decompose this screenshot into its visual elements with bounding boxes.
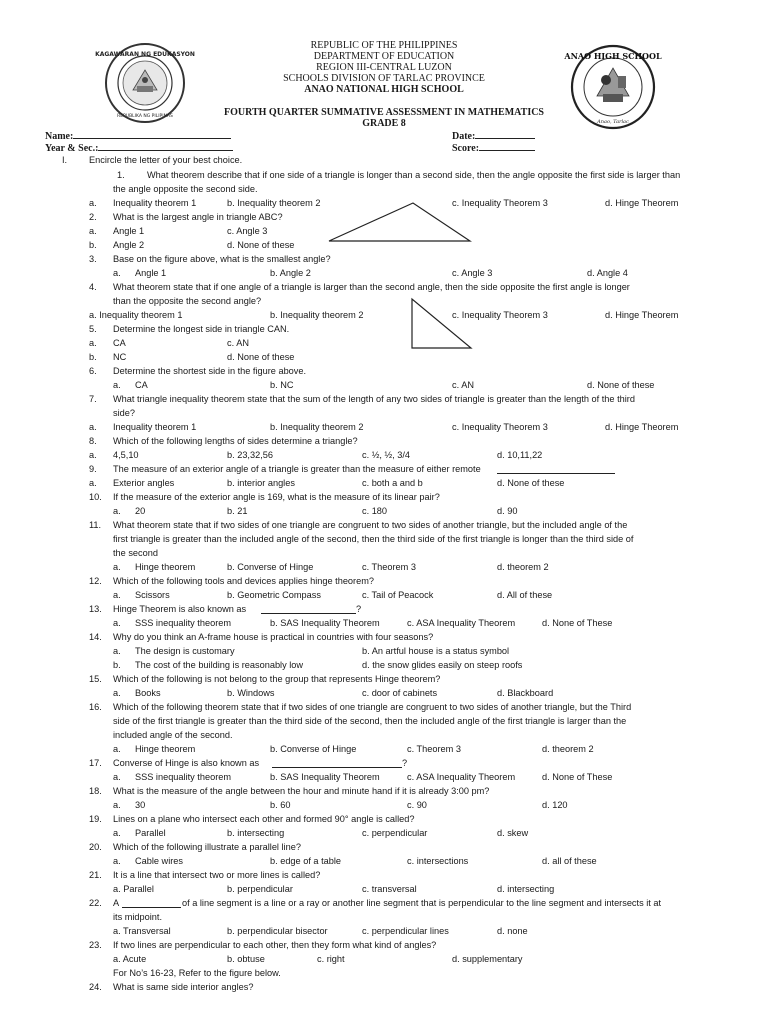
score-blank[interactable] (479, 141, 535, 151)
item-label: 19. (89, 814, 102, 824)
item-label: 10. (89, 492, 102, 502)
choice-option[interactable]: b. perpendicular bisector (227, 926, 328, 936)
question-text: What theorem describe that if one side of a triangle is longer than a second side, then the angle opposite the first side is larger than (147, 170, 681, 180)
question-text: Which of the following illustrate a parallel line? (113, 842, 301, 852)
question-text: Determine the longest side in triangle CAN. (113, 324, 290, 334)
choice-option[interactable]: d. None of these (497, 478, 565, 488)
question-text: What theorem state that if one angle of a triangle is larger than the second angle, then the side opposite the first angle is longer (113, 282, 630, 292)
header-line-1: REPUBLIC OF THE PHILIPPINES (310, 40, 458, 51)
choice-option[interactable]: b. 60 (270, 800, 291, 810)
item-label: 6. (89, 366, 97, 376)
choice-option[interactable]: c. Inequality Theorem 3 (452, 310, 548, 320)
choice-option[interactable]: b. Geometric Compass (227, 590, 321, 600)
header-line-3: REGION III-CENTRAL LUZON (316, 62, 452, 73)
question-text: Which of the following is not belong to the group that represents Hinge theorem? (113, 674, 441, 684)
choice-option[interactable]: Cable wires (135, 856, 183, 866)
header-line-2: DEPARTMENT OF EDUCATION (313, 51, 455, 62)
item-label: 22. (89, 898, 102, 908)
choice-option[interactable]: Hinge theorem (135, 744, 196, 754)
choice-option[interactable]: b. Inequality theorem 2 (270, 310, 364, 320)
item-label: 23. (89, 940, 102, 950)
choice-option[interactable]: c. 90 (407, 800, 427, 810)
item-label: 1. (117, 170, 125, 180)
question-text: Converse of Hinge is also known as (113, 758, 260, 768)
choice-option[interactable]: c. ASA Inequality Theorem (407, 772, 516, 782)
choice-option[interactable]: SSS inequality theorem (135, 618, 232, 628)
question-text: side? (113, 408, 135, 418)
choice-option[interactable]: b. perpendicular (227, 884, 293, 894)
year-sec-label: Year & Sec.: (45, 143, 99, 154)
item-label: a. (89, 338, 97, 348)
item-label: a. (113, 506, 121, 516)
answer-blank[interactable] (497, 464, 615, 474)
choice-option[interactable]: b. Converse of Hinge (227, 562, 314, 572)
choice-option[interactable]: c. transversal (362, 884, 417, 894)
choice-option[interactable]: d. the snow glides easily on steep roofs (362, 660, 523, 670)
choice-option[interactable]: a. Parallel (113, 884, 154, 894)
choice-option[interactable]: c. Angle 3 (452, 268, 493, 278)
item-label: a. (113, 688, 121, 698)
choice-option[interactable]: Angle 2 (113, 240, 145, 250)
choice-option[interactable]: c. AN (452, 380, 474, 390)
item-label: 9. (89, 464, 97, 474)
choice-option[interactable]: c. Tail of Peacock (362, 590, 434, 600)
item-label: a. (113, 800, 121, 810)
item-label: a. (113, 828, 121, 838)
question-text: first triangle is greater than the included angle of the second, then the third side of the first triangle is longer than the third side of (113, 534, 634, 544)
choice-option[interactable]: Parallel (135, 828, 166, 838)
choice-option[interactable]: c. right (317, 954, 345, 964)
choice-option[interactable]: a. Transversal (113, 926, 171, 936)
question-text: the second (113, 548, 158, 558)
item-label: a. (89, 422, 97, 432)
question-text: included angle of the second. (113, 730, 233, 740)
choice-option[interactable]: The cost of the building is reasonably low (135, 660, 304, 670)
svg-text:REPUBLIKA NG PILIPINAS: REPUBLIKA NG PILIPINAS (117, 114, 173, 119)
item-label: 14. (89, 632, 102, 642)
date-label: Date: (452, 131, 476, 142)
item-label: a. (113, 380, 121, 390)
item-label: 13. (89, 604, 102, 614)
question-text: Determine the shortest side in the figure above. (113, 366, 307, 376)
choice-option[interactable]: d. Angle 4 (587, 268, 628, 278)
choice-option[interactable]: Books (135, 688, 161, 698)
choice-option[interactable]: d. all of these (542, 856, 597, 866)
item-label: 20. (89, 842, 102, 852)
question-text: the angle opposite the second side. (113, 184, 258, 194)
choice-option[interactable]: b. SAS Inequality Theorem (270, 772, 380, 782)
item-label: 17. (89, 758, 102, 768)
choice-option[interactable]: d. All of these (497, 590, 553, 600)
item-label: a. (113, 618, 121, 628)
school-name: ANAO NATIONAL HIGH SCHOOL (304, 84, 464, 95)
choice-option[interactable]: 4,5,10 (113, 450, 139, 460)
item-label: a. (113, 856, 121, 866)
item-label: a. (113, 268, 121, 278)
choice-option[interactable]: c. ½, ½, 3/4 (362, 450, 411, 460)
choice-option[interactable]: Angle 1 (135, 268, 167, 278)
item-label: 7. (89, 394, 97, 404)
choice-option[interactable]: d. None of these (227, 352, 295, 362)
choice-option[interactable]: c. both a and b (362, 478, 423, 488)
choice-option[interactable]: b. obtuse (227, 954, 265, 964)
choice-option[interactable]: c. perpendicular (362, 828, 428, 838)
section-instruction: Encircle the letter of your best choice. (89, 155, 243, 165)
choice-option[interactable]: b. SAS Inequality Theorem (270, 618, 380, 628)
score-field[interactable] (452, 141, 535, 156)
choice-option[interactable]: c. Theorem 3 (407, 744, 461, 754)
svg-text:ANAO HIGH SCHOOL: ANAO HIGH SCHOOL (564, 51, 662, 61)
choice-option[interactable]: d. theorem 2 (542, 744, 594, 754)
year-sec-blank[interactable] (98, 141, 233, 151)
question-text: its midpoint. (113, 912, 163, 922)
choice-option[interactable]: c. Theorem 3 (362, 562, 416, 572)
item-label: b. (89, 240, 97, 250)
date-blank[interactable] (475, 129, 535, 139)
question-text: A (113, 898, 120, 908)
item-label: 4. (89, 282, 97, 292)
item-label: 15. (89, 674, 102, 684)
choice-option[interactable]: c. intersections (407, 856, 469, 866)
choice-option[interactable]: a. Inequality theorem 1 (89, 310, 183, 320)
item-label: a. (113, 744, 121, 754)
choice-option[interactable]: b. Angle 2 (270, 268, 311, 278)
choice-option[interactable]: Angle 1 (113, 226, 145, 236)
header-line-4: SCHOOLS DIVISION OF TARLAC PROVINCE (283, 73, 485, 84)
anao-high-school-logo (564, 44, 662, 130)
item-label: a. (89, 198, 97, 208)
choice-option[interactable]: 30 (135, 800, 146, 810)
choice-option[interactable]: c. 180 (362, 506, 388, 516)
name-label: Name: (45, 131, 74, 142)
question-text: Why do you think an A-frame house is practical in countries with four seasons? (113, 632, 434, 642)
question-text: For No’s 16-23, Refer to the figure below. (113, 968, 281, 978)
item-label: 8. (89, 436, 97, 446)
choice-option[interactable]: b. An artful house is a status symbol (362, 646, 510, 656)
choice-option[interactable]: Hinge theorem (135, 562, 196, 572)
choice-option[interactable]: c. Inequality Theorem 3 (452, 422, 548, 432)
question-text: What triangle inequality theorem state that the sum of the length of any two sides of triangle is greater than the length of the third (113, 394, 635, 404)
choice-option[interactable]: d. None of these (227, 240, 295, 250)
choice-option[interactable]: Scissors (135, 590, 170, 600)
question-text: than the opposite the second angle? (113, 296, 262, 306)
choice-option[interactable]: CA (135, 380, 148, 390)
question-text: Hinge Theorem is also known as (113, 604, 247, 614)
question-text: If the measure of the exterior angle is 169, what is the measure of its linear pair? (113, 492, 440, 502)
item-label: 12. (89, 576, 102, 586)
item-label: 3. (89, 254, 97, 264)
choice-option[interactable]: d. None of these (587, 380, 655, 390)
choice-option[interactable]: d. None of These (542, 618, 613, 628)
answer-blank[interactable] (122, 898, 181, 908)
question-text: The measure of an exterior angle of a triangle is greater than the measure of either remote (113, 464, 481, 474)
question-text: What theorem state that if two sides of one triangle are congruent to two sides of another triangle, but the included angle of the (113, 520, 628, 530)
item-label: a. (113, 772, 121, 782)
question-text: What is the measure of the angle between the hour and minute hand if it is already 3:00 pm? (113, 786, 490, 796)
question-text: Which of the following lengths of sides determine a triangle? (113, 436, 358, 446)
item-label: a. (89, 450, 97, 460)
choice-option[interactable]: b. Converse of Hinge (270, 744, 357, 754)
choice-option[interactable]: c. ASA Inequality Theorem (407, 618, 516, 628)
choice-option[interactable]: c. door of cabinets (362, 688, 438, 698)
score-label: Score: (452, 143, 480, 154)
choice-option[interactable]: CA (113, 338, 126, 348)
item-label: a. (113, 590, 121, 600)
choice-option[interactable]: c. Angle 3 (227, 226, 268, 236)
question-text: Which of the following tools and devices applies hinge theorem? (113, 576, 374, 586)
exam-title: FOURTH QUARTER SUMMATIVE ASSESSMENT IN MATHEMATICS (224, 107, 544, 118)
choice-option[interactable]: b. intersecting (227, 828, 285, 838)
question-text: Which of the following theorem state that if two sides of one triangle are congruent to two sides of another triangle, but the Third (113, 702, 632, 712)
item-label: 5. (89, 324, 97, 334)
choice-option[interactable]: NC (113, 352, 127, 362)
question-text: of a line segment is a line or a ray or another line segment that is perpendicular to the line segment and intersects it at (182, 898, 662, 908)
item-label: b. (89, 352, 97, 362)
choice-option[interactable]: b. NC (270, 380, 294, 390)
choice-option[interactable]: a. Acute (113, 954, 147, 964)
item-label: 21. (89, 870, 102, 880)
choice-option[interactable]: d. Blackboard (497, 688, 554, 698)
section-number: I. (62, 155, 68, 165)
choice-option[interactable]: d. theorem 2 (497, 562, 549, 572)
choice-option[interactable]: b. interior angles (227, 478, 295, 488)
question-text: Lines on a plane who intersect each other and formed 90° angle is called? (113, 814, 415, 824)
question-text: What is same side interior angles? (113, 982, 254, 992)
choice-option[interactable]: c. AN (227, 338, 249, 348)
item-label: 24. (89, 982, 102, 992)
svg-text:Anao, Tarlac: Anao, Tarlac (597, 119, 629, 125)
choice-option[interactable]: d. intersecting (497, 884, 555, 894)
choice-option[interactable]: b. 21 (227, 506, 248, 516)
choice-option[interactable]: b. edge of a table (270, 856, 342, 866)
choice-option[interactable]: d. Hinge Theorem (605, 198, 679, 208)
choice-option[interactable]: d. skew (497, 828, 529, 838)
item-label: b. (113, 660, 121, 670)
choice-option[interactable]: d. supplementary (452, 954, 523, 964)
choice-option[interactable]: b. Windows (227, 688, 275, 698)
choice-option[interactable]: d. 10,11,22 (497, 450, 543, 460)
question-text: If two lines are perpendicular to each other, then they form what kind of angles? (113, 940, 437, 950)
item-label: a. (113, 562, 121, 572)
choice-option[interactable]: d. 120 (542, 800, 568, 810)
choice-option[interactable]: d. Hinge Theorem (605, 310, 679, 320)
answer-blank[interactable] (272, 758, 402, 768)
question-mark: ? (356, 604, 362, 614)
item-label: 18. (89, 786, 102, 796)
item-label: 11. (89, 520, 102, 530)
choice-option[interactable]: b. Inequality theorem 2 (270, 422, 364, 432)
item-label: 16. (89, 702, 102, 712)
choice-option[interactable]: d. None of These (542, 772, 613, 782)
item-label: a. (89, 226, 97, 236)
item-label: a. (113, 646, 121, 656)
choice-option[interactable]: d. 90 (497, 506, 518, 516)
deped-seal-logo (95, 42, 195, 124)
choice-option[interactable]: c. perpendicular lines (362, 926, 449, 936)
grade-label: GRADE 8 (362, 118, 406, 129)
question-text: Base on the figure above, what is the smallest angle? (113, 254, 331, 264)
choice-option[interactable]: d. none (497, 926, 528, 936)
item-label: 2. (89, 212, 97, 222)
triangle-can-figure (409, 296, 475, 352)
choice-option[interactable]: Exterior angles (113, 478, 175, 488)
choice-option[interactable]: b. 23,32,56 (227, 450, 273, 460)
svg-text:KAGAWARAN NG EDUKASYON: KAGAWARAN NG EDUKASYON (95, 51, 195, 58)
item-label: a. (89, 478, 97, 488)
choice-option[interactable]: c. Inequality Theorem 3 (452, 198, 548, 208)
name-blank[interactable] (73, 129, 231, 139)
choice-option[interactable]: The design is customary (135, 646, 235, 656)
choice-option[interactable]: b. Inequality theorem 2 (227, 198, 321, 208)
question-text: side of the first triangle is greater than the third side of the second, then the included angle of the first triangle is larger than the (113, 716, 627, 726)
choice-option[interactable]: Inequality theorem 1 (113, 198, 197, 208)
question-text: What is the largest angle in triangle ABC? (113, 212, 283, 222)
choice-option[interactable]: Inequality theorem 1 (113, 422, 197, 432)
choice-option[interactable]: SSS inequality theorem (135, 772, 232, 782)
choice-option[interactable]: d. Hinge Theorem (605, 422, 679, 432)
answer-blank[interactable] (261, 604, 356, 614)
choice-option[interactable]: 20 (135, 506, 146, 516)
question-text: It is a line that intersect two or more lines is called? (113, 870, 321, 880)
question-mark: ? (402, 758, 408, 768)
